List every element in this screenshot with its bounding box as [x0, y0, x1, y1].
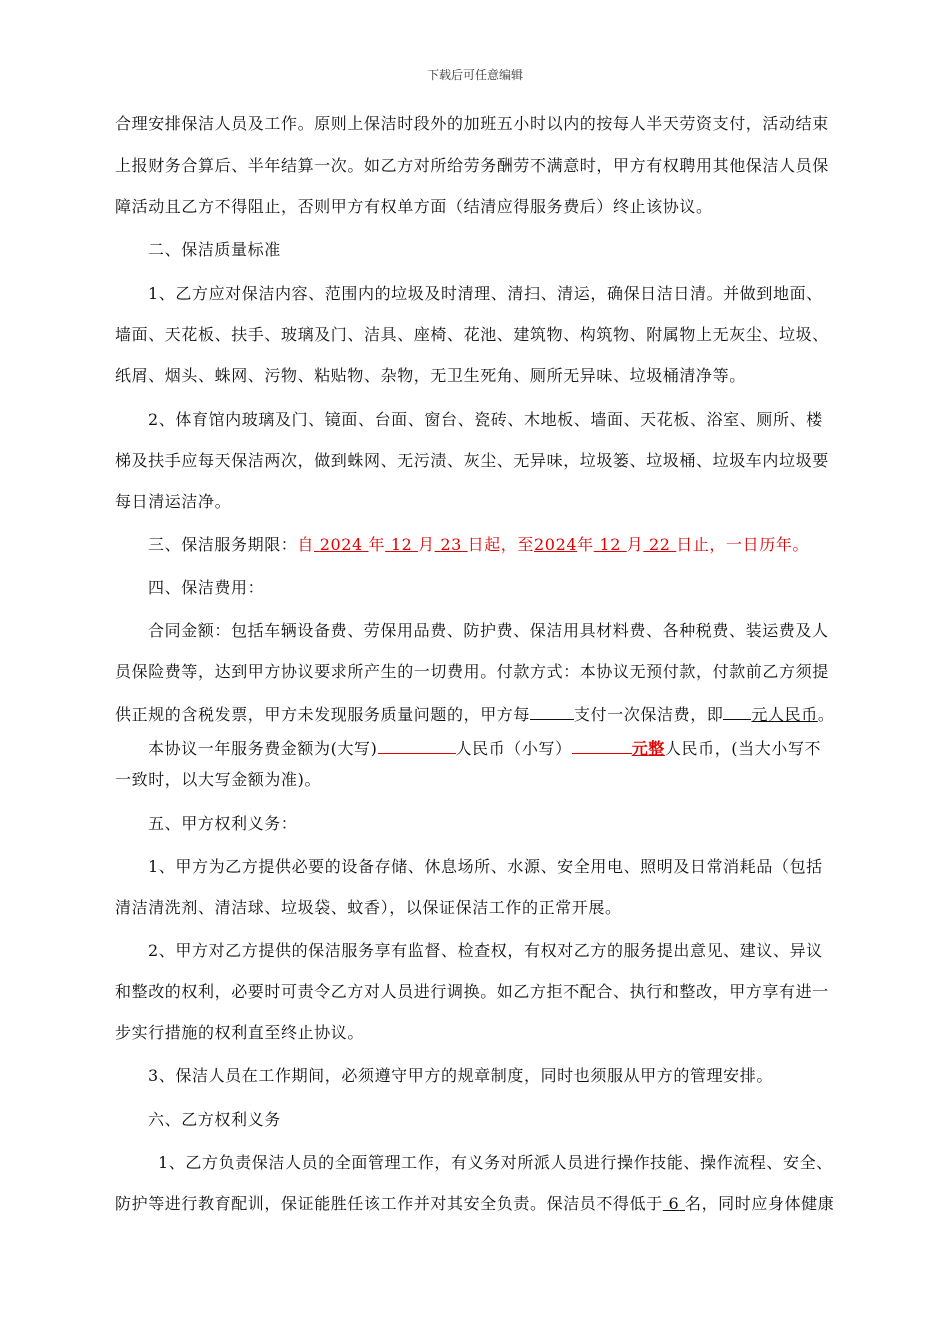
period-end-month: 12 [599, 535, 621, 554]
amount-text: 本协议一年服务费金额为(大写) [148, 739, 378, 758]
paragraph-line: 合同金额：包括车辆设备费、劳保用品费、防护费、保洁用具材料费、各种税费、装运费及人 [148, 621, 829, 640]
period-end-year: 2024 [534, 535, 578, 554]
paragraph-line: 1、甲方为乙方提供必要的设备存储、休息场所、水源、安全用电、照明及日常消耗品（包括 [148, 857, 823, 876]
paragraph-line: 2、体育馆内玻璃及门、镜面、台面、窗台、瓷砖、木地板、墙面、天花板、浴室、厕所、楼 [148, 410, 823, 429]
period-start-day: 23 [440, 535, 462, 554]
section-heading-party-b: 六、乙方权利义务 [148, 1110, 281, 1129]
payment-amount-blank [723, 703, 751, 720]
payment-currency: 元人民币 [751, 705, 818, 724]
period-end-day: 22 [648, 535, 671, 554]
amount-figures-blank [572, 737, 632, 754]
paragraph-line: 墙面、天花板、扶手、玻璃及门、洁具、座椅、花池、建筑物、构筑物、附属物上无灰尘、垃圾、 [115, 325, 829, 344]
paragraph-line: 1、乙方应对保洁内容、范围内的垃圾及时清理、清扫、清运，确保日洁日清。并做到地面、 [148, 284, 823, 303]
amount-line [148, 737, 872, 759]
paragraph-line: 纸屑、烟头、蛛网、污物、粘贴物、杂物，无卫生死角、厕所无异味、垃圾桶清净等。 [115, 366, 746, 385]
paragraph-line: 清洁清洗剂、清洁球、垃圾袋、蚊香），以保证保洁工作的正常开展。 [115, 898, 622, 917]
service-period-label: 三、保洁服务期限： [148, 535, 298, 554]
page-header: 下载后可任意编辑 [426, 68, 523, 82]
paragraph-line: 3、保洁人员在工作期间，必须遵守甲方的规章制度，同时也须服从甲方的管理安排。 [148, 1066, 773, 1085]
amount-unit: 元整 [631, 739, 665, 758]
amount-words-blank [378, 737, 456, 754]
paragraph-line: 和整改的权利，必要时可责令乙方对人员进行调换。如乙方拒不配合、执行和整改，甲方享有进一 [115, 982, 829, 1001]
period-year-char: 年 [368, 535, 386, 554]
section-heading-quality: 二、保洁质量标准 [148, 240, 281, 259]
paragraph-line: 步实行措施的权利直至终止协议。 [115, 1023, 365, 1042]
paragraph-line: 合理安排保洁人员及工作。原则上保洁时段外的加班五小时以内的按每人半天劳资支付，活动结束 [115, 114, 829, 133]
amount-text: 人民币（小写） [455, 739, 572, 758]
service-period-line [148, 535, 872, 555]
paragraph-line: 员保险费等，达到甲方协议要求所产生的一切费用。付款方式：本协议无预付款，付款前乙方须提 [115, 662, 829, 681]
staff-text: 防护等进行教育配训，保证能胜任该工作并对其安全负责。保洁员不得低于 [115, 1194, 663, 1213]
payment-line [115, 703, 839, 725]
payment-text: 支付一次保洁费，即 [574, 705, 724, 724]
payment-text: 供正规的含税发票，甲方未发现服务质量问题的，甲方每 [115, 705, 531, 724]
period-from: 自 [297, 535, 315, 554]
amount-text: 人民币，(当大小写不 [664, 739, 822, 758]
staff-text: 名，同时应身体健康 [684, 1194, 835, 1213]
paragraph-line: 障活动且乙方不得阻止，否则甲方有权单方面（结清应得服务费后）终止该协议。 [115, 197, 713, 216]
period-year-char: 年 [577, 535, 594, 554]
paragraph-line: 梯及扶手应每天保洁两次，做到蛛网、无污渍、灰尘、无异味，垃圾篓、垃圾桶、垃圾车内垃圾要 [115, 451, 829, 470]
section-heading-party-a: 五、甲方权利义务： [148, 814, 298, 833]
staff-count-line [115, 1194, 839, 1214]
period-start-month: 12 [390, 535, 413, 554]
paragraph-line: 1、乙方负责保洁人员的全面管理工作，有义务对所派人员进行操作技能、操作流程、安全、 [158, 1153, 833, 1172]
period-start-year: 2024 [319, 535, 363, 554]
paragraph-line: 2、甲方对乙方提供的保洁服务享有监督、检查权，有权对乙方的服务提出意见、建议、异议 [148, 941, 823, 960]
paragraph-line: 一致时，以大写金额为准)。 [115, 770, 322, 789]
section-heading-fees: 四、保洁费用： [148, 578, 265, 597]
period-end-suffix: 日止，一日历年。 [676, 535, 810, 554]
period-month-char: 月 [418, 535, 435, 554]
staff-min-count: 6 [668, 1194, 680, 1213]
period-month-char: 月 [626, 535, 644, 554]
payment-text: 。 [817, 705, 835, 724]
period-start-suffix: 日起，至 [467, 535, 535, 554]
paragraph-line: 每日清运洁净。 [115, 492, 232, 511]
paragraph-line: 上报财务合算后、半年结算一次。如乙方对所给劳务酬劳不满意时，甲方有权聘用其他保洁人员保 [115, 156, 829, 175]
payment-period-blank [530, 703, 574, 720]
